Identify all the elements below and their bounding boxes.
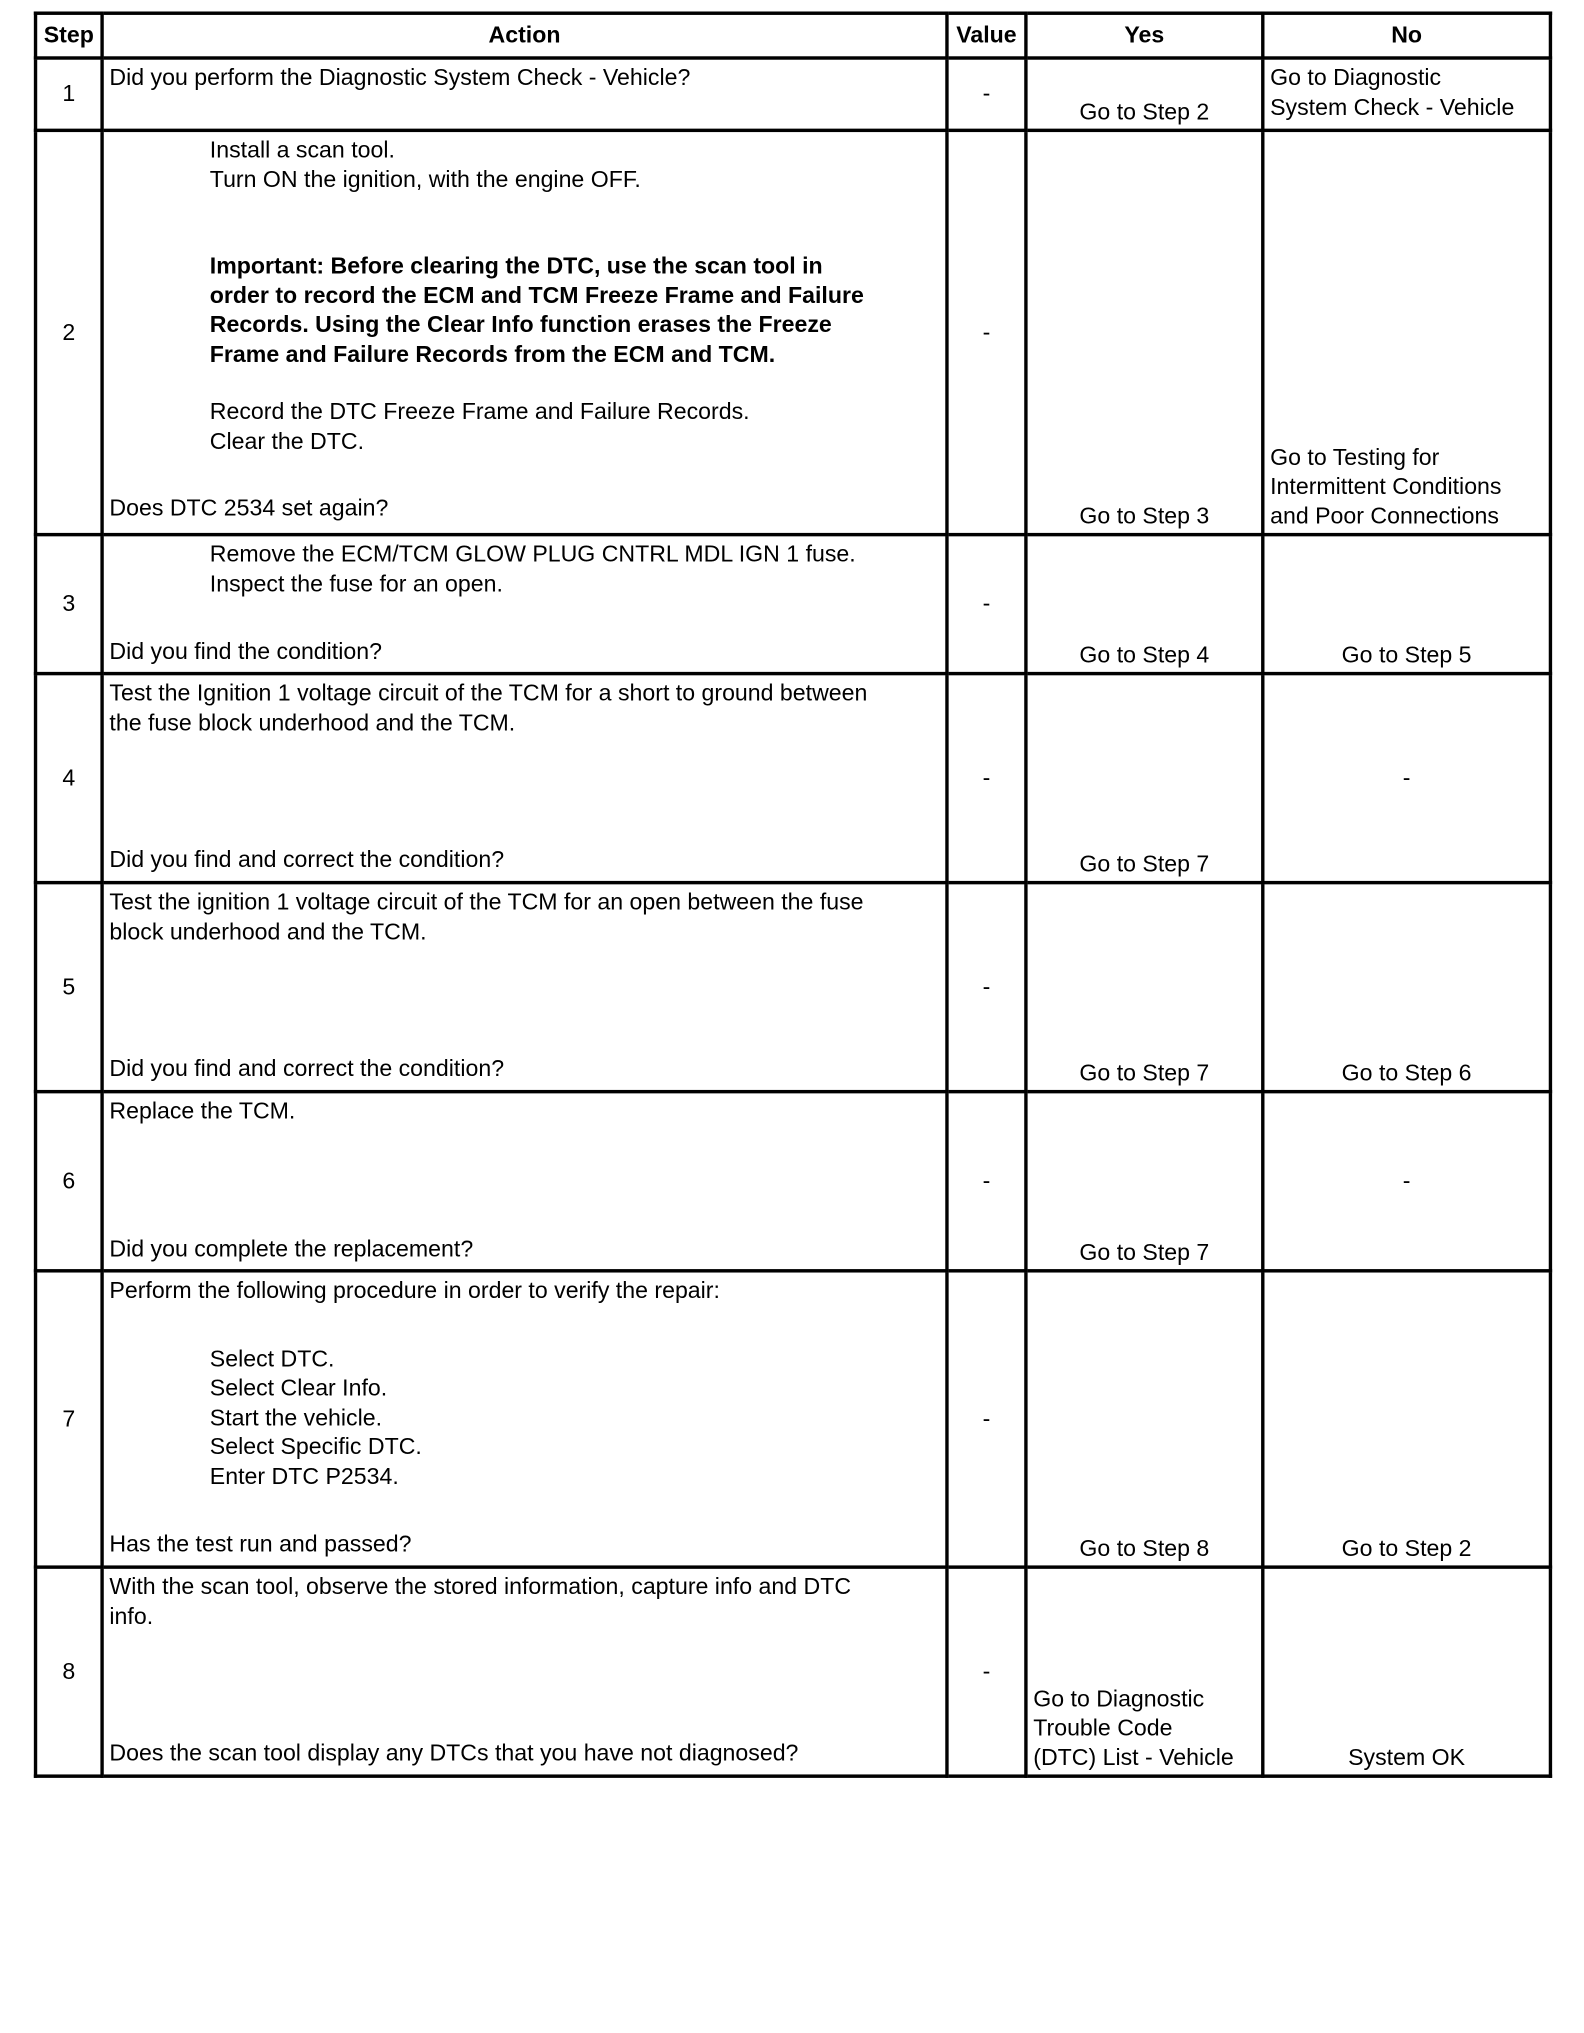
yes-link[interactable] [1033,1684,1255,1772]
yes-cell [1026,883,1263,1092]
yes-line: Trouble Code [1033,1714,1173,1742]
table-row [36,674,1551,883]
no-link[interactable]: Go to Step 6 [1341,1059,1472,1086]
yes-link[interactable]: Go to Step 3 [1079,502,1210,529]
no-link[interactable]: Go to Step 5 [1341,641,1472,668]
yes-cell [1026,535,1263,674]
no-cell: - [1263,674,1551,883]
yes-cell [1026,1567,1263,1776]
action-intro: Perform the following procedure in order to verify the repair: [109,1277,720,1304]
action-line: info. [109,1602,154,1630]
table-row [36,1271,1551,1567]
important-line: Records. Using the Clear Info function erases the Freeze [209,311,832,338]
step-number: 1 [36,58,103,130]
action-question: Does DTC 2534 set again? [109,495,389,522]
header-value: Value [947,13,1026,58]
step-number: 8 [36,1567,103,1776]
yes-line: Go to Diagnostic [1033,1685,1205,1712]
yes-link[interactable]: Go to Step 7 [1079,1238,1210,1266]
yes-cell [1026,58,1263,130]
no-cell [1263,883,1551,1092]
yes-link[interactable]: Go to Step 8 [1079,1534,1210,1562]
no-link[interactable]: Go to Step 2 [1341,1534,1472,1562]
no-line: Go to Testing for [1270,443,1440,471]
action-step: Record the DTC Freeze Frame and Failure Records. [209,398,750,425]
yes-cell [1026,1271,1263,1567]
important-line: Important: Before clearing the DTC, use the scan tool in [209,252,823,280]
value-cell: - [947,674,1026,883]
action-step: Inspect the fuse for an open. [209,570,503,597]
yes-link[interactable]: Go to Step 7 [1079,850,1210,877]
action-step: Select DTC. [209,1345,335,1372]
action-line: Did you perform the Diagnostic System Check - Vehicle? [109,64,691,91]
no-link[interactable] [1270,63,1543,122]
no-cell [1263,535,1551,674]
action-cell [102,1271,947,1567]
no-line: Intermittent Conditions [1270,473,1502,500]
header-action: Action [102,13,947,58]
action-cell [102,58,947,130]
action-cell [102,535,947,674]
action-step: Enter DTC P2534. [209,1462,399,1490]
header-row [36,13,1551,58]
step-number: 3 [36,535,103,674]
yes-link[interactable]: Go to Step 4 [1079,641,1210,668]
value-cell: - [947,535,1026,674]
action-question: Does the scan tool display any DTCs that you have not diagnosed? [109,1739,799,1767]
no-line: and Poor Connections [1270,502,1499,529]
yes-cell [1026,674,1263,883]
action-cell [102,130,947,534]
step-number: 5 [36,883,103,1092]
value-cell: - [947,883,1026,1092]
action-question: Did you find and correct the condition? [109,846,505,873]
no-cell [1263,1567,1551,1776]
value-cell: - [947,1271,1026,1567]
yes-cell [1026,130,1263,534]
action-question: Did you find and correct the condition? [109,1055,505,1082]
value-cell: - [947,1092,1026,1271]
action-line: block underhood and the TCM. [109,918,427,945]
value-cell: - [947,130,1026,534]
action-line: With the scan tool, observe the stored information, capture info and DTC [109,1573,852,1600]
header-yes: Yes [1026,13,1263,58]
table-row [36,130,1551,534]
table-row [36,1567,1551,1776]
header-step: Step [36,13,103,58]
header-no: No [1263,13,1551,58]
action-line: Test the Ignition 1 voltage circuit of the TCM for a short to ground between [109,679,868,707]
step-number: 2 [36,130,103,534]
action-cell [102,674,947,883]
action-step: Remove the ECM/TCM GLOW PLUG CNTRL MDL IGN 1 fuse. [209,540,856,568]
no-line: System Check - Vehicle [1270,93,1515,121]
action-question: Did you find the condition? [109,638,382,665]
yes-link[interactable]: Go to Step 7 [1079,1059,1210,1086]
action-step: Clear the DTC. [209,427,365,455]
table-row [36,535,1551,674]
diagnostic-table [34,11,1552,1777]
yes-link[interactable]: Go to Step 2 [1079,98,1210,125]
action-line: the fuse block underhood and the TCM. [109,709,516,736]
action-step: Select Clear Info. [209,1374,388,1402]
action-line: Test the ignition 1 voltage circuit of the TCM for an open between the fuse [109,888,864,916]
step-number: 4 [36,674,103,883]
yes-line: (DTC) List - Vehicle [1033,1743,1234,1771]
step-number: 7 [36,1271,103,1567]
action-step: Turn ON the ignition, with the engine OFF. [209,165,641,193]
table-row [36,883,1551,1092]
value-cell: - [947,1567,1026,1776]
no-cell [1263,58,1551,130]
action-cell [102,1092,947,1271]
no-cell [1263,130,1551,534]
yes-cell [1026,1092,1263,1271]
important-note [109,252,940,369]
no-line: Go to Diagnostic [1270,64,1442,91]
no-link[interactable] [1270,443,1543,531]
action-line: Replace the TCM. [109,1097,296,1125]
important-line: Frame and Failure Records from the ECM and TCM. [209,340,776,367]
action-cell [102,883,947,1092]
action-step: Start the vehicle. [209,1404,383,1431]
no-cell: - [1263,1092,1551,1271]
action-step: Select Specific DTC. [209,1433,422,1460]
important-line: order to record the ECM and TCM Freeze Frame and Failure [209,281,864,309]
action-question: Did you complete the replacement? [109,1235,474,1262]
value-cell: - [947,58,1026,130]
action-step: Install a scan tool. [209,136,395,164]
action-cell [102,1567,947,1776]
table-row [36,1092,1551,1271]
no-result: System OK [1348,1743,1466,1771]
table-row [36,58,1551,130]
action-question: Has the test run and passed? [109,1530,412,1558]
no-cell [1263,1271,1551,1567]
step-number: 6 [36,1092,103,1271]
